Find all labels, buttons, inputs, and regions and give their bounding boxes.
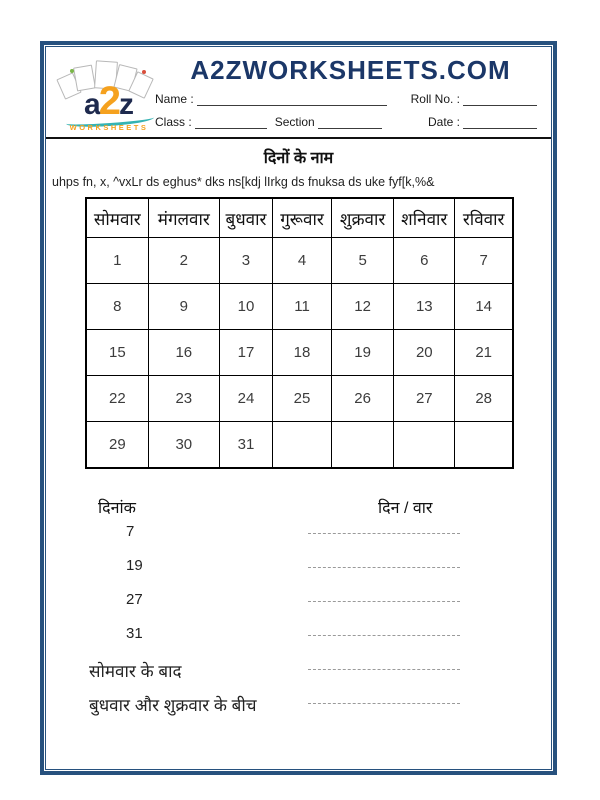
calendar-cell: 7: [455, 238, 513, 284]
calendar-row: [86, 238, 513, 284]
class-blank-line: [195, 114, 267, 129]
section-blank-line: [318, 114, 382, 129]
questions-heading-row: [46, 496, 551, 520]
calendar-cell: 22: [86, 376, 148, 422]
calendar-cell: 26: [332, 376, 394, 422]
question-row: [46, 520, 551, 554]
calendar-cell: 21: [455, 330, 513, 376]
roll-blank-line: [463, 91, 537, 106]
calendar-cell: 3: [219, 238, 272, 284]
calendar-cell: 1: [86, 238, 148, 284]
date-label: Date :: [427, 115, 460, 129]
calendar-cell: 8: [86, 284, 148, 330]
calendar-cell: [394, 422, 455, 469]
calendar-cell: 30: [148, 422, 219, 469]
logo-speck-icon: [70, 69, 74, 73]
student-fields-row-1: [155, 91, 537, 106]
question-label: सोमवार के बाद: [89, 662, 182, 681]
calendar-cell: [272, 422, 331, 469]
calendar-row: [86, 330, 513, 376]
calendar-cell: 11: [272, 284, 331, 330]
answer-line: [308, 622, 460, 636]
question-row: [46, 554, 551, 588]
calendar-cell: 6: [394, 238, 455, 284]
calendar-cell: 24: [219, 376, 272, 422]
calendar-cell: [455, 422, 513, 469]
calendar-cell: 12: [332, 284, 394, 330]
calendar-cell: 29: [86, 422, 148, 469]
logo-speck-icon: [142, 70, 146, 74]
answer-line: [308, 690, 460, 704]
calendar-cell: 27: [394, 376, 455, 422]
days-heading: दिन / वार: [378, 500, 433, 517]
question-row: [46, 656, 551, 690]
logo-letter-2: 2: [98, 79, 121, 123]
calendar-cell: 28: [455, 376, 513, 422]
question-label: 7: [126, 523, 135, 540]
calendar-cell: [332, 422, 394, 469]
calendar-table: [85, 197, 514, 469]
dates-heading: दिनांक: [98, 500, 136, 517]
day-header: शनिवार: [394, 198, 455, 238]
calendar-cell: 17: [219, 330, 272, 376]
logo-letter-a: a: [84, 88, 101, 121]
day-header: गुरूवार: [272, 198, 331, 238]
answer-line: [308, 588, 460, 602]
question-label: 27: [126, 591, 143, 608]
date-blank-line: [463, 114, 537, 129]
answer-line: [308, 554, 460, 568]
calendar-row: [86, 376, 513, 422]
question-label: 19: [126, 557, 143, 574]
site-logo: [58, 59, 160, 135]
calendar-cell: 13: [394, 284, 455, 330]
calendar-cell: 10: [219, 284, 272, 330]
header: [46, 47, 551, 139]
section-label: Section: [274, 115, 315, 129]
answer-line: [308, 520, 460, 534]
question-row: [46, 588, 551, 622]
calendar-cell: 15: [86, 330, 148, 376]
calendar-cell: 23: [148, 376, 219, 422]
page-frame-inner: [45, 46, 552, 770]
question-label: बुधवार और शुक्रवार के बीच: [89, 696, 257, 715]
day-header: बुधवार: [219, 198, 272, 238]
calendar-cell: 2: [148, 238, 219, 284]
answer-line: [308, 656, 460, 670]
worksheet-title: दिनों के नाम: [263, 150, 334, 167]
calendar-cell: 9: [148, 284, 219, 330]
page-frame: [40, 41, 557, 775]
question-label: 31: [126, 625, 143, 642]
calendar-cell: 20: [394, 330, 455, 376]
calendar-header-row: [86, 198, 513, 238]
instruction-text: uhps fn, x, ^vxLr ds eghus* dks ns[kdj lIrkg ds fnuksa ds uke fyf[k,%&: [52, 175, 435, 189]
student-fields-row-2: [155, 114, 537, 129]
calendar-cell: 5: [332, 238, 394, 284]
day-header: शुक्रवार: [332, 198, 394, 238]
calendar-cell: 14: [455, 284, 513, 330]
calendar-cell: 31: [219, 422, 272, 469]
logo-wordmark: WORKSHEETS: [69, 123, 149, 132]
question-row: [46, 690, 551, 724]
calendar-cell: 25: [272, 376, 331, 422]
calendar-row: [86, 422, 513, 469]
logo-letter-z: z: [118, 88, 134, 121]
calendar-cell: 19: [332, 330, 394, 376]
name-label: Name :: [155, 92, 194, 106]
roll-label: Roll No. :: [410, 92, 460, 106]
calendar-cell: 18: [272, 330, 331, 376]
day-header: मंगलवार: [148, 198, 219, 238]
day-header: रविवार: [455, 198, 513, 238]
calendar-cell: 4: [272, 238, 331, 284]
calendar-cell: 16: [148, 330, 219, 376]
class-label: Class :: [155, 115, 192, 129]
name-blank-line: [197, 91, 387, 106]
day-header: सोमवार: [86, 198, 148, 238]
question-row: [46, 622, 551, 656]
calendar-row: [86, 284, 513, 330]
site-title: A2ZWORKSHEETS.COM: [190, 55, 511, 85]
questions-section: [46, 496, 551, 724]
